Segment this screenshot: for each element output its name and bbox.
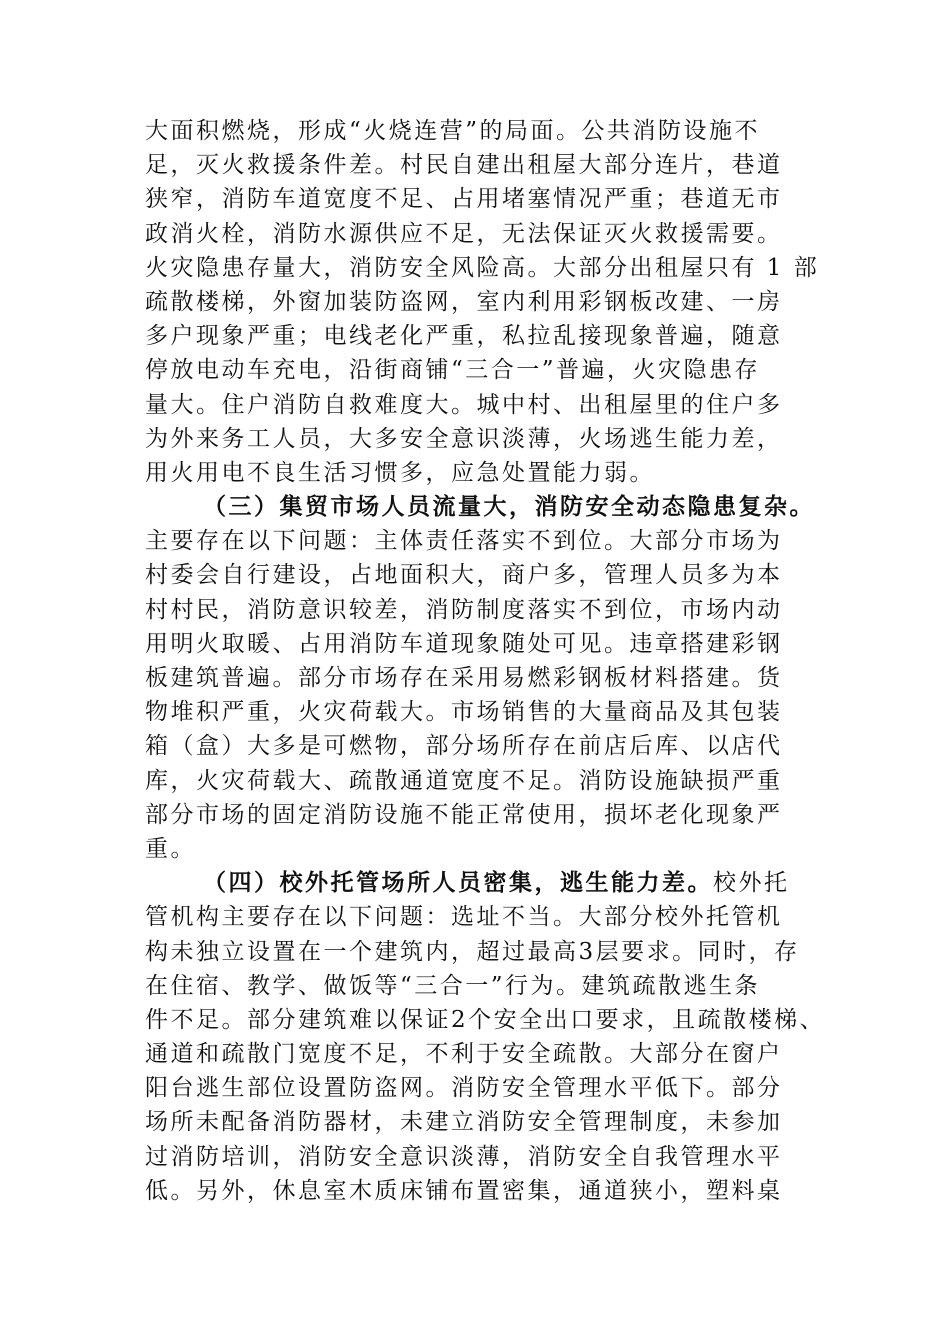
text-line: 构未独立设置在一个建筑内，超过最高3层要求。同时，存 [145, 938, 800, 965]
document-body [145, 114, 826, 1208]
section-line-4 [145, 866, 811, 900]
text-line: 通道和疏散门宽度不足，不利于安全疏散。大部分在窗户 [145, 1041, 783, 1068]
text-line: 箱（盒）大多是可燃物，部分场所存在前店后库、以店代 [145, 733, 783, 760]
text-line: 停放电动车充电，沿街商铺“三合一”普遍，火灾隐患存 [145, 357, 761, 384]
text-line: 管机构主要存在以下问题：选址不当。大部分校外托管机 [145, 904, 783, 931]
text-line: 库，火灾荷载大、疏散通道宽度不足。消防设施缺损严重 [145, 767, 783, 794]
text-line: 板建筑普遍。部分市场存在采用易燃彩钢板材料搭建。货 [145, 665, 783, 691]
text-line: 低。另外，休息室木质床铺布置密集，通道狭小，塑料桌 [145, 1177, 783, 1204]
text-line: 主要存在以下问题：主体责任落实不到位。大部分市场为 [145, 528, 783, 555]
text-line: 用明火取暖、占用消防车道现象随处可见。违章搭建彩钢 [145, 630, 783, 657]
text-line: 为外来务工人员，大多安全意识淡薄，火场逃生能力差， [145, 425, 783, 452]
text-line: 阳台逃生部位设置防盗网。消防安全管理水平低下。部分 [145, 1075, 783, 1102]
text-line: 场所未配备消防器材，未建立消防安全管理制度，未参加 [145, 1109, 783, 1136]
text-line: 在住宿、教学、做饭等“三合一”行为。建筑疏散逃生条 [145, 972, 761, 999]
text-line: 狭窄，消防车道宽度不足、占用堵塞情况严重；巷道无市 [145, 186, 783, 213]
text-line-tail: 校外托 [713, 870, 790, 897]
text-line: 重。 [145, 835, 196, 862]
text-line: 村村民，消防意识较差，消防制度落实不到位，市场内动 [145, 596, 783, 623]
section-heading-3: （三）集贸市场人员流量大，消防安全动态隐患复杂。 [203, 493, 815, 521]
text-line: 足，灭火救援条件差。村民自建出租屋大部分连片，巷道 [145, 152, 783, 179]
text-line: 疏散楼梯，外窗加装防盗网，室内利用彩钢板改建、一房 [145, 288, 783, 315]
text-line: 大面积燃烧，形成“火烧连营”的局面。公共消防设施不 [145, 118, 761, 144]
text-line: 过消防培训，消防安全意识淡薄，消防安全自我管理水平 [145, 1143, 783, 1170]
text-line: 多户现象严重；电线老化严重，私拉乱接现象普遍，随意 [145, 323, 783, 350]
text-line: 政消火栓，消防水源供应不足，无法保证灭火救援需要。 [145, 220, 783, 247]
text-line: 量大。住户消防自救难度大。城中村、出租屋里的住户多 [145, 391, 783, 418]
text-line: 件不足。部分建筑难以保证2个安全出口要求，且疏散楼梯、 [145, 1006, 826, 1033]
text-line: 物堆积严重，火灾荷载大。市场销售的大量商品及其包装 [145, 699, 783, 726]
section-heading-4: （四）校外托管场所人员密集，逃生能力差。 [203, 869, 713, 897]
text-line: 火灾隐患存量大，消防安全风险高。大部分出租屋只有 1 部 [145, 254, 820, 281]
text-line: 部分市场的固定消防设施不能正常使用，损坏老化现象严 [145, 801, 783, 828]
text-line: 村委会自行建设，占地面积大，商户多，管理人员多为本 [145, 562, 783, 589]
text-line: 用火用电不良生活习惯多，应急处置能力弱。 [145, 459, 655, 486]
